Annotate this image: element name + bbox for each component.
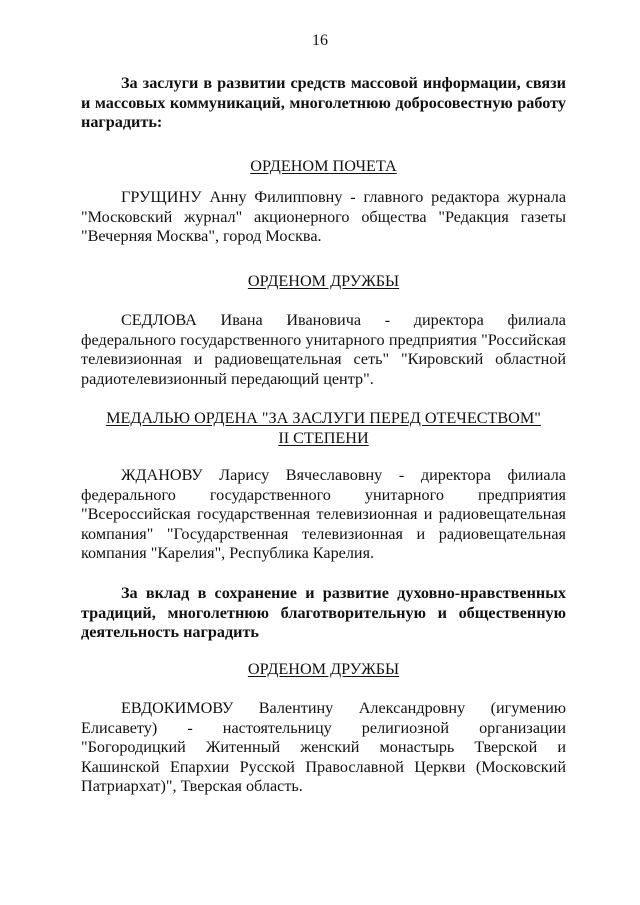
award-title-order-of-friendship-2: ОРДЕНОМ ДРУЖБЫ — [247, 660, 400, 678]
section-heading-spiritual: За вклад в сохранение и развитие духовно-нравственных традиций, многолетнюю благотворительную и общественную деятельность наградить — [81, 584, 566, 641]
award-title-order-of-honour: ОРДЕНОМ ПОЧЕТА — [250, 157, 397, 175]
award-title-medal-line1: МЕДАЛЬЮ ОРДЕНА "ЗА ЗАСЛУГИ ПЕРЕД ОТЕЧЕСТВОМ" — [106, 409, 541, 427]
recipient-sedlov: СЕДЛОВА Ивана Ивановича - директора филиала федерального государственного унитарного предприятия "Российская телевизионная и радиовещательная сеть" "Кировский областной радиотелевизионный передающий центр". — [81, 311, 566, 388]
recipient-evdokimova: ЕВДОКИМОВУ Валентину Александровну (игумению Елисавету) - настоятельницу религиозной организации "Богородицкий Житенный женский монастырь Тверской и Кашинской Епархии Русской Православной Церкви (Московский Патриархат)", Тверская область. — [81, 699, 566, 795]
award-title-order-of-friendship: ОРДЕНОМ ДРУЖБЫ — [247, 272, 400, 290]
recipient-grushchina: ГРУЩИНУ Анну Филипповну - главного редактора журнала "Московский журнал" акционерного общества "Редакция газеты "Вечерняя Москва", город Москва. — [81, 188, 566, 245]
page-number: 16 — [312, 32, 328, 49]
award-title-medal — [81, 409, 566, 448]
award-title-medal-line2: II СТЕПЕНИ — [278, 428, 369, 447]
recipient-zhdanova: ЖДАНОВУ Ларису Вячеславовну - директора филиала федерального государственного унитарного предприятия "Всероссийская государственная телевизионная и радиовещательная компания" "Государственная телевизионная и радиовещательная компания "Карелия", Республика Карелия. — [81, 466, 566, 562]
section-heading-media: За заслуги в развитии средств массовой информации, связи и массовых коммуникаций, многолетнюю добросовестную работу наградить: — [81, 74, 566, 131]
